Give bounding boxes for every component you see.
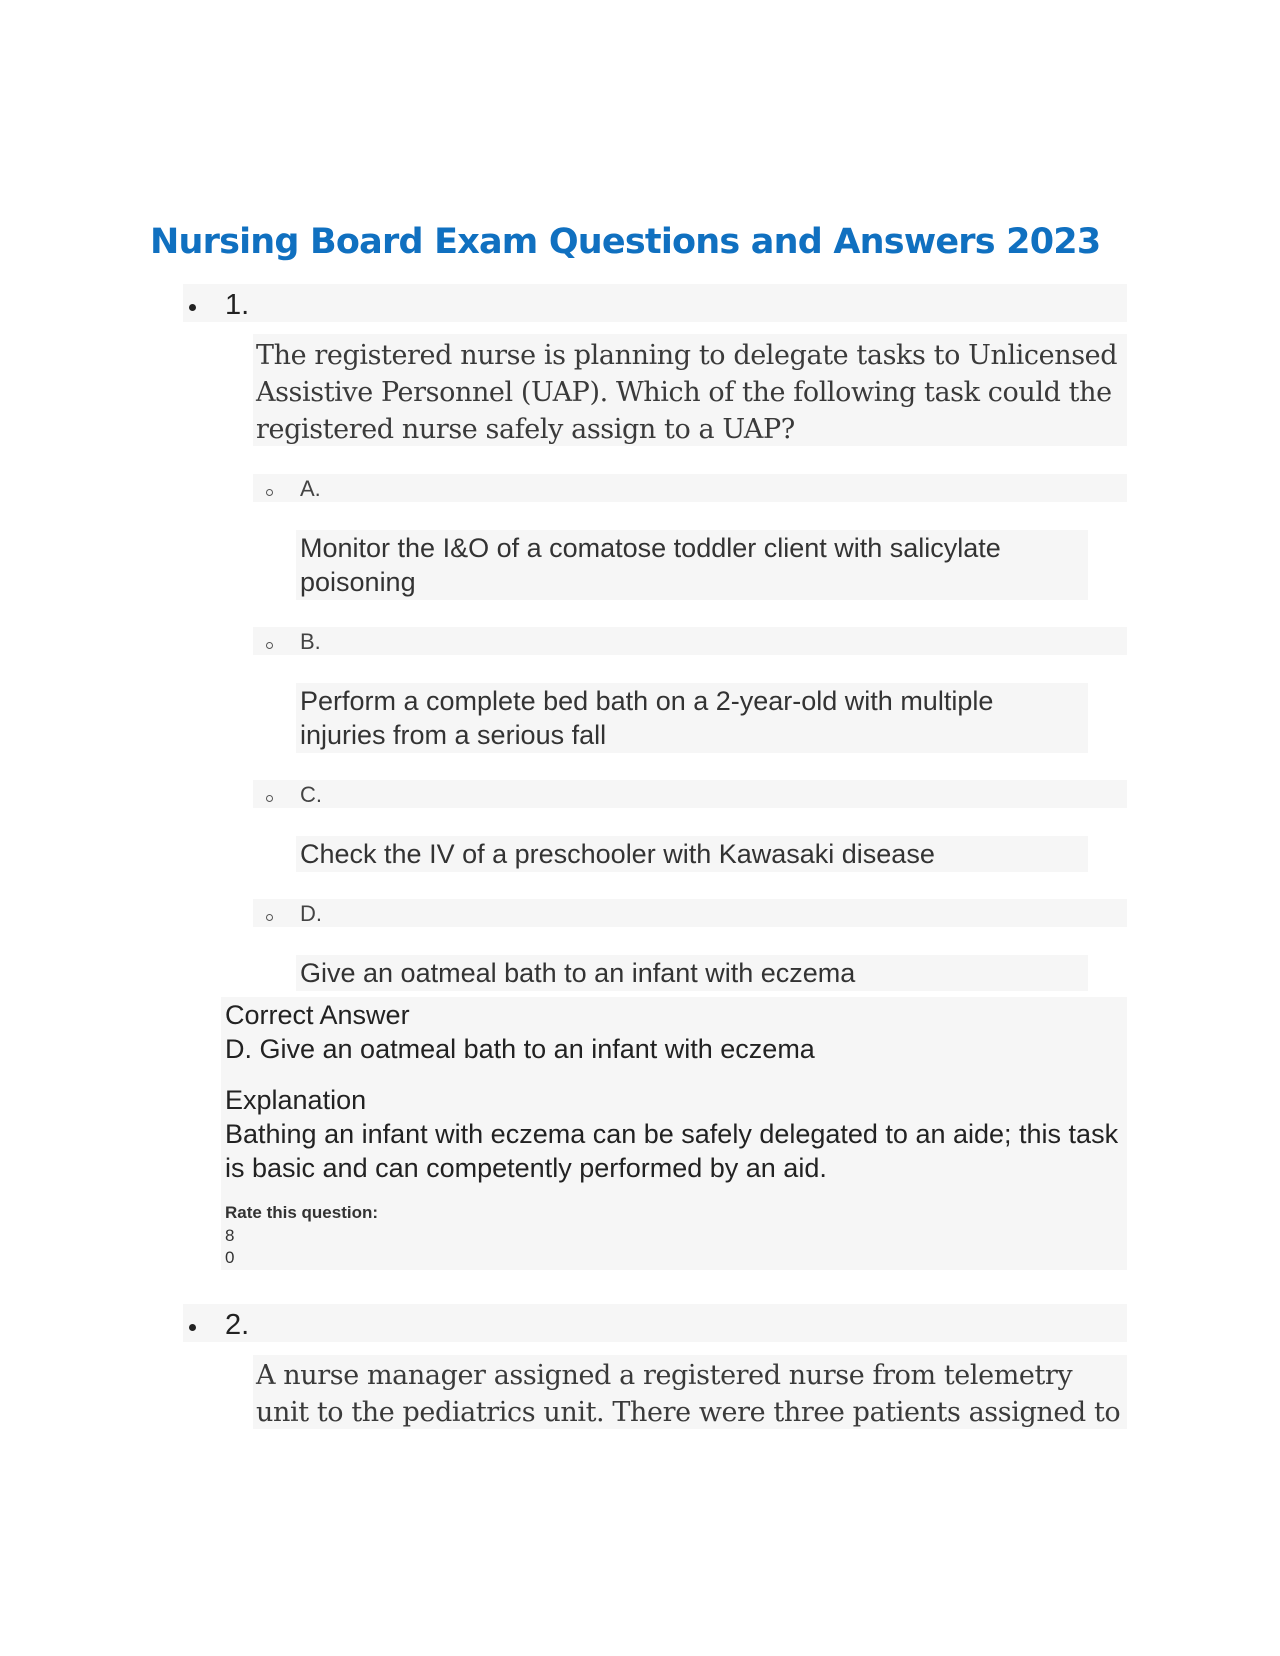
radio-circle-icon[interactable] [266,914,273,921]
option-d-letter: D. [300,901,322,926]
radio-circle-icon[interactable] [266,642,273,649]
rate-down-count[interactable]: 0 [225,1248,235,1267]
question-1-header [183,284,1127,322]
option-d-text: Give an oatmeal bath to an infant with eczema [300,958,856,988]
question-1-stem: The registered nurse is planning to delegate tasks to Unlicensed Assistive Personnel (UAP). Which of the following task could the registered nurse safely assign to a UAP? [256,340,1118,445]
question-2-number: 2. [225,1309,250,1341]
explanation-label: Explanation [225,1085,367,1115]
option-d-row[interactable] [253,899,1127,927]
option-b-row[interactable] [253,627,1127,655]
radio-circle-icon[interactable] [266,795,273,802]
correct-answer-label: Correct Answer [225,1000,410,1030]
document-title: Nursing Board Exam Questions and Answers 2023 [150,222,1101,262]
option-a-text: Monitor the I&O of a comatose toddler client with salicylate poisoning [300,533,1001,597]
rate-question-label: Rate this question: [225,1203,379,1222]
rate-up-count[interactable]: 8 [225,1226,235,1245]
option-a-row[interactable] [253,474,1127,502]
question-1-number: 1. [225,289,250,321]
question-2-header [183,1304,1127,1342]
option-c-text: Check the IV of a preschooler with Kawasaki disease [300,839,935,869]
option-b-text: Perform a complete bed bath on a 2-year-old with multiple injuries from a serious fall [300,686,994,750]
radio-circle-icon[interactable] [266,489,273,496]
option-c-letter: C. [300,782,322,807]
option-c-row[interactable] [253,780,1127,808]
bullet-icon [189,304,196,311]
option-a-letter: A. [300,476,321,501]
bullet-icon [189,1324,196,1331]
correct-answer-text: D. Give an oatmeal bath to an infant with eczema [225,1034,815,1064]
question-2-stem: A nurse manager assigned a registered nurse from telemetry unit to the pediatrics unit. There were three patients assigned to [256,1360,1121,1428]
explanation-text: Bathing an infant with eczema can be safely delegated to an aide; this task is basic and can competently performed by an aid. [225,1119,1119,1183]
option-b-letter: B. [300,629,321,654]
